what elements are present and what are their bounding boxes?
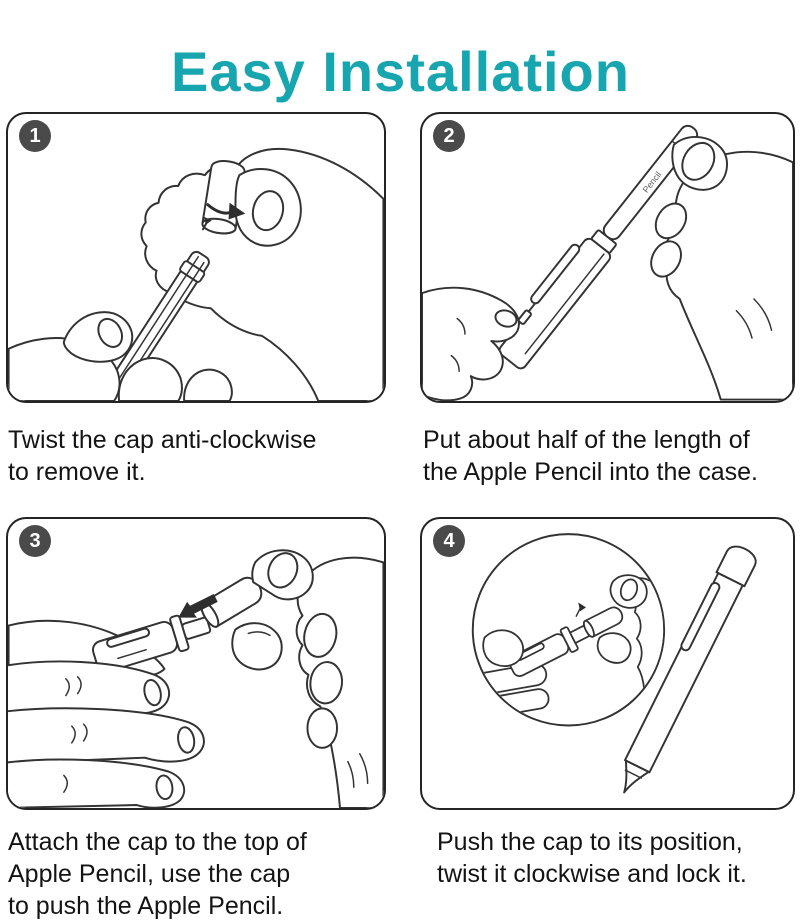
hand-right-palm xyxy=(645,152,793,400)
step-panel-3 xyxy=(6,517,386,810)
step-2-caption xyxy=(423,424,758,488)
caption-line: the Apple Pencil into the case. xyxy=(423,458,758,486)
caption-line: Put about half of the length of xyxy=(423,426,750,454)
caption-line: Push the cap to its position, xyxy=(437,828,743,856)
step-panel-1 xyxy=(6,112,386,403)
illustration-step-2-insert-pencil xyxy=(422,114,793,401)
caption-line: Attach the cap to the top of xyxy=(8,828,307,856)
fingers-left-hand xyxy=(8,661,204,808)
thumb-right-hand xyxy=(232,623,281,669)
illustration-step-4-lock-cap xyxy=(422,519,793,808)
step-panel-2 xyxy=(420,112,795,403)
step-3-caption xyxy=(8,826,307,922)
caption-line: to push the Apple Pencil. xyxy=(8,892,284,920)
step-1-caption xyxy=(8,424,316,488)
step-4-number-badge: 4 xyxy=(433,525,465,557)
hand-bottom-left xyxy=(9,312,232,401)
pencil-engraving-label: Pencil xyxy=(640,169,664,195)
mini-thumb-left xyxy=(483,630,523,666)
caption-line: Twist the cap anti-clockwise xyxy=(8,426,317,454)
illustration-step-1-twist-cap xyxy=(8,114,384,401)
step-2-number-badge: 2 xyxy=(433,120,465,152)
step-panel-4 xyxy=(420,517,795,810)
caption-line: Apple Pencil, use the cap xyxy=(8,860,291,888)
hand-right-palm xyxy=(297,558,384,808)
caption-line: to remove it. xyxy=(8,458,146,486)
illustration-step-3-attach-cap xyxy=(8,519,384,808)
step-4-caption xyxy=(437,826,747,890)
step-3-number-badge: 3 xyxy=(19,525,51,557)
index-finger-right-hand xyxy=(672,137,727,190)
step-1-number-badge: 1 xyxy=(19,120,51,152)
caption-line: twist it clockwise and lock it. xyxy=(437,860,747,888)
page-title: Easy Installation xyxy=(171,39,630,103)
